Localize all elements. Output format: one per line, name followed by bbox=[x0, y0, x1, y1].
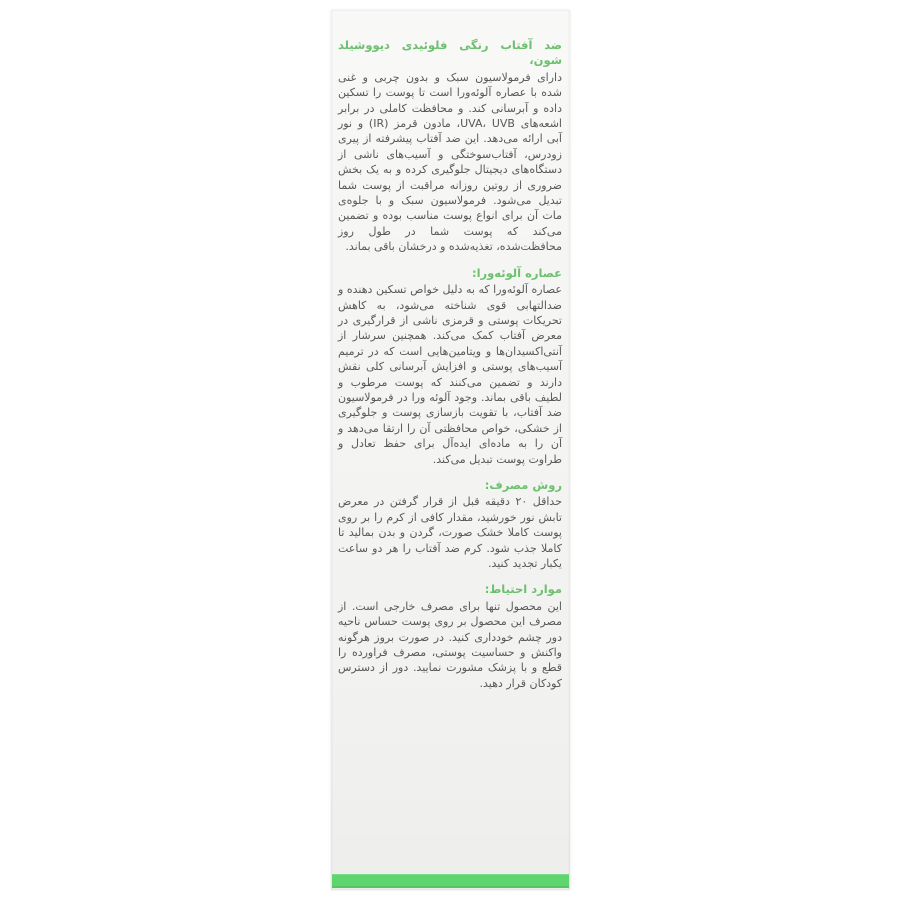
product-title: ضد آفتاب رنگی فلوئیدی دیووشیلد شون، bbox=[338, 38, 562, 68]
section-caution bbox=[338, 582, 562, 691]
caution-text: این محصول تنها برای مصرف خارجی است. از مصرف این محصول بر روی پوست حساس ناحیه دور چشم خودداری کنید. در صورت بروز هرگونه واکنش و حساسیت پوستی، مصرف فراورده را قطع و با پزشک مشورت نمایید. دور از دسترس کودکان قرار دهید. bbox=[338, 599, 562, 690]
aloe-extract-heading: عصاره آلوئه‌ورا: bbox=[472, 265, 562, 280]
section-aloe-extract bbox=[338, 266, 562, 467]
product-description-text: دارای فرمولاسیون سبک و بدون چربی و غنی شده با عصاره آلوئه‌ورا است تا پوست را تسکین داده و آبرسانی کند. و محافظت کاملی در برابر اشعه‌های UVA، UVB، مادون قرمز (IR) و نور آبی ارائه می‌دهد. این ضد آفتاب پیشرفته از پیری زودرس، آفتاب‌سوختگی و آسیب‌های ناشی از دستگاه‌های دیجیتال جلوگیری کرده و به یک بخش ضروری از روتین روزانه مراقبت از پوست شما تبدیل می‌شود. فرمولاسیون سبک و با جلوه‌ی مات آن برای انواع پوست مناسب بوده و تضمین می‌کند که پوست شما در طول روز محافظت‌شده، تغذیه‌شده و درخشان باقی بماند. bbox=[338, 70, 562, 254]
green-accent-stripe bbox=[332, 874, 569, 888]
section-usage bbox=[338, 478, 562, 571]
product-box-back-panel bbox=[331, 10, 570, 890]
usage-heading: روش مصرف: bbox=[484, 477, 562, 492]
aloe-extract-text: عصاره آلوئه‌ورا که به دلیل خواص تسکین دهنده و ضدالتهابی قوی شناخته می‌شود، به کاهش تحریکات پوستی و قرمزی ناشی از قرارگیری در معرض آفتاب کمک می‌کند. همچنین سرشار از آنتی‌اکسیدان‌ها و ویتامین‌هایی است که در ترمیم آسیب‌های پوستی و افزایش آبرسانی کلی نقش دارند و تضمین می‌کنند که پوست مرطوب و لطیف باقی بماند. وجود آلوئه ورا در فرمولاسیون ضد آفتاب، با تقویت بازسازی پوست و جلوگیری از خشکی، خواص محافظتی آن را ارتقا می‌دهد و آن را به ماده‌ای ایده‌آل برای حفظ تعادل و طراوت پوست تبدیل می‌کند. bbox=[338, 283, 562, 466]
usage-text: حداقل ۲۰ دقیقه قبل از قرار گرفتن در معرض تابش نور خورشید، مقدار کافی از کرم را بر روی پوست کاملا خشک صورت، گردن و بدن بمالید تا کاملا جذب شود. کرم ضد آفتاب را هر دو ساعت یکبار تجدید کنید. bbox=[338, 495, 563, 570]
label-text-block bbox=[338, 38, 562, 691]
caution-heading: موارد احتیاط: bbox=[484, 582, 562, 597]
section-intro bbox=[338, 38, 562, 255]
